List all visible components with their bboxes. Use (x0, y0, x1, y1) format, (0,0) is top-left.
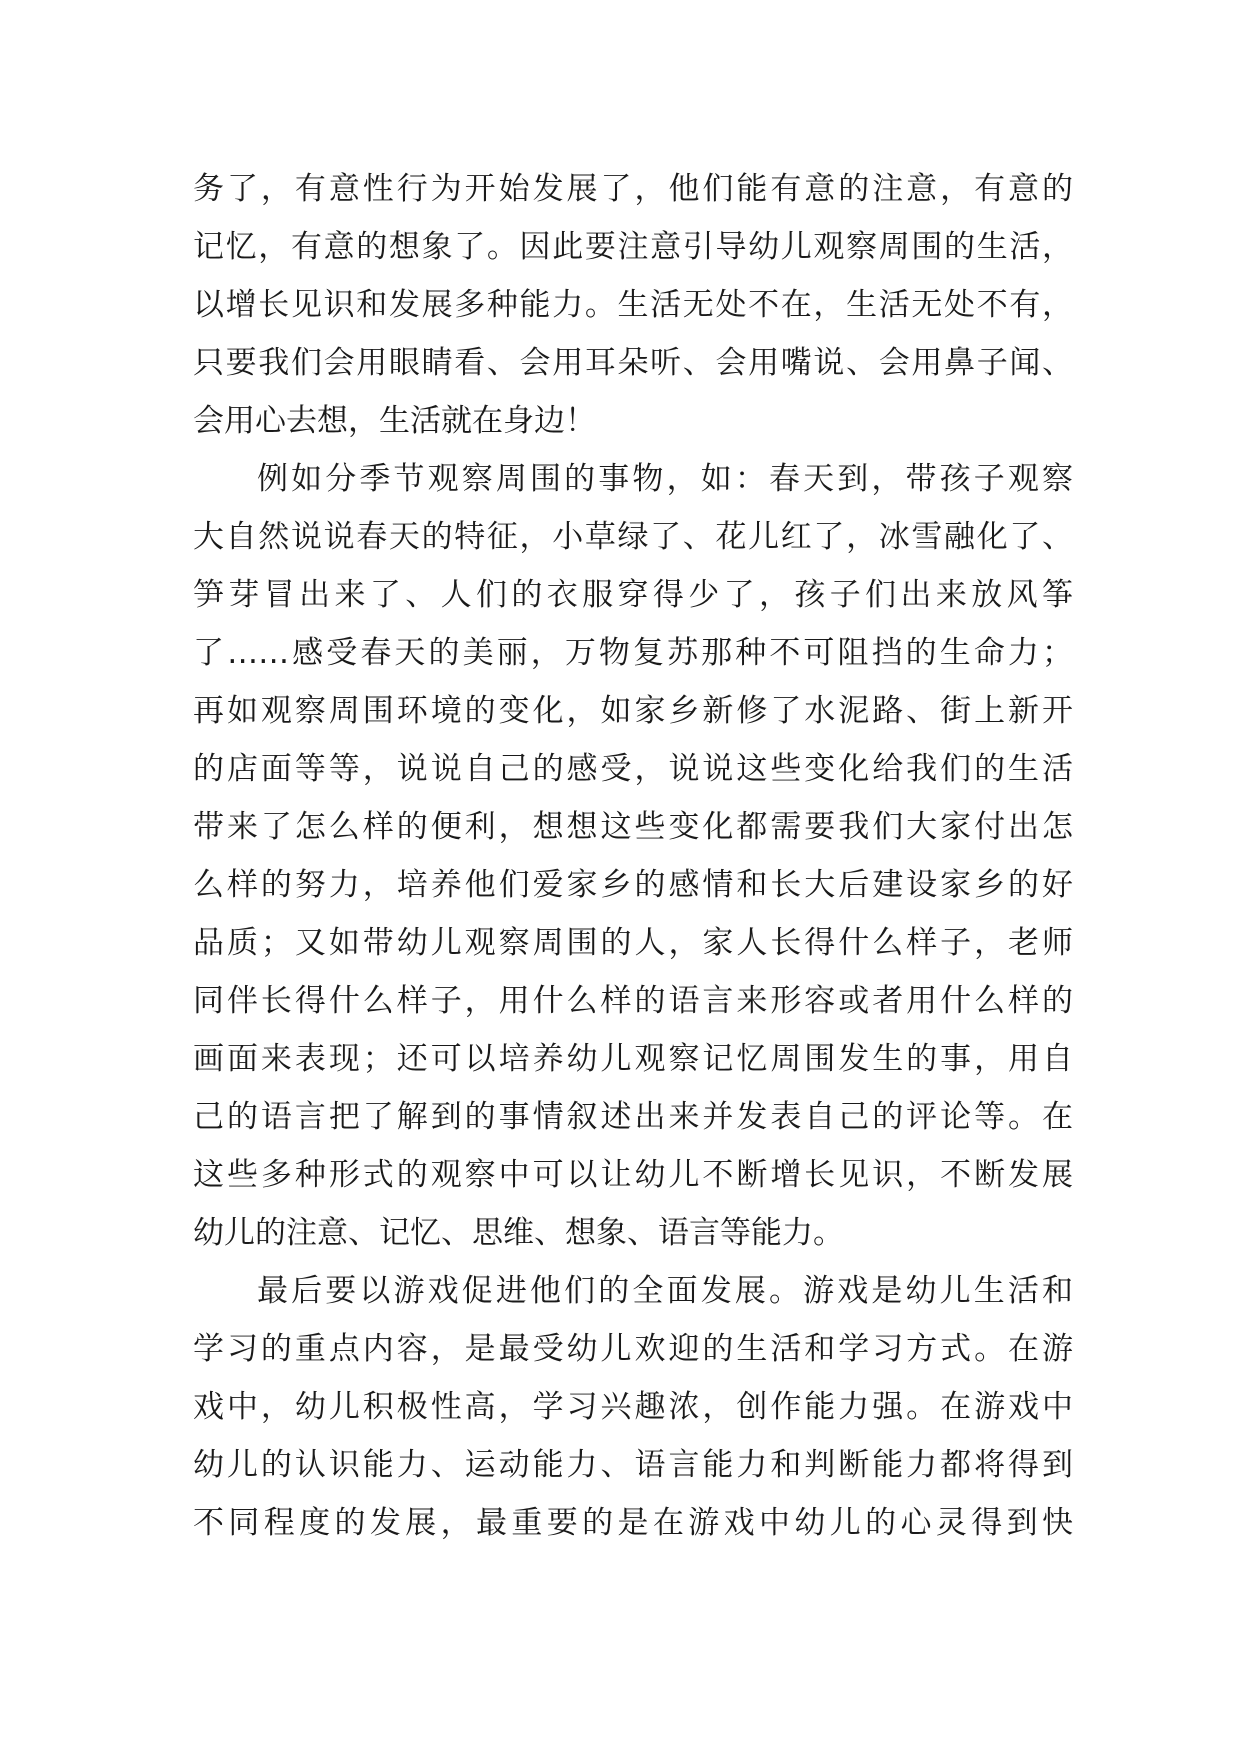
text-line: 带来了怎么样的便利，想想这些变化都需要我们大家付出怎 (193, 809, 1073, 845)
text-line: 品质；又如带幼儿观察周围的人，家人长得什么样子，老师 (193, 925, 1073, 961)
paragraph-first-line: 最后要以游戏促进他们的全面发展。游戏是幼儿生活和 (257, 1273, 1073, 1309)
text-line: 幼儿的注意、记忆、思维、想象、语言等能力。 (193, 1215, 844, 1251)
text-line: 记忆，有意的想象了。因此要注意引导幼儿观察周围的生活， (193, 229, 1073, 265)
paragraph-first-line: 例如分季节观察周围的事物，如：春天到，带孩子观察 (257, 461, 1073, 497)
text-line: 务了，有意性行为开始发展了，他们能有意的注意，有意的 (193, 171, 1073, 207)
text-line: 不同程度的发展，最重要的是在游戏中幼儿的心灵得到快 (193, 1505, 1073, 1541)
text-line: 戏中，幼儿积极性高，学习兴趣浓，创作能力强。在游戏中 (193, 1389, 1073, 1425)
body-text (193, 160, 1073, 1552)
text-line: 会用心去想，生活就在身边！ (193, 403, 596, 439)
text-line: 己的语言把了解到的事情叙述出来并发表自己的评论等。在 (193, 1099, 1073, 1135)
text-line: 么样的努力，培养他们爱家乡的感情和长大后建设家乡的好 (193, 867, 1073, 903)
text-line: 的店面等等，说说自己的感受，说说这些变化给我们的生活 (193, 751, 1073, 787)
text-line: 笋芽冒出来了、人们的衣服穿得少了，孩子们出来放风筝 (193, 577, 1073, 613)
text-line: 幼儿的认识能力、运动能力、语言能力和判断能力都将得到 (193, 1447, 1073, 1483)
text-line: 了……感受春天的美丽，万物复苏那种不可阻挡的生命力； (193, 635, 1073, 671)
text-line: 只要我们会用眼睛看、会用耳朵听、会用嘴说、会用鼻子闻、 (193, 345, 1073, 381)
text-line: 画面来表现；还可以培养幼儿观察记忆周围发生的事，用自 (193, 1041, 1073, 1077)
text-line: 学习的重点内容，是最受幼儿欢迎的生活和学习方式。在游 (193, 1331, 1073, 1367)
text-line: 同伴长得什么样子，用什么样的语言来形容或者用什么样的 (193, 983, 1073, 1019)
text-line: 这些多种形式的观察中可以让幼儿不断增长见识，不断发展 (193, 1157, 1073, 1193)
text-line: 大自然说说春天的特征，小草绿了、花儿红了，冰雪融化了、 (193, 519, 1073, 555)
text-line: 以增长见识和发展多种能力。生活无处不在，生活无处不有， (193, 287, 1073, 323)
text-line: 再如观察周围环境的变化，如家乡新修了水泥路、街上新开 (193, 693, 1073, 729)
